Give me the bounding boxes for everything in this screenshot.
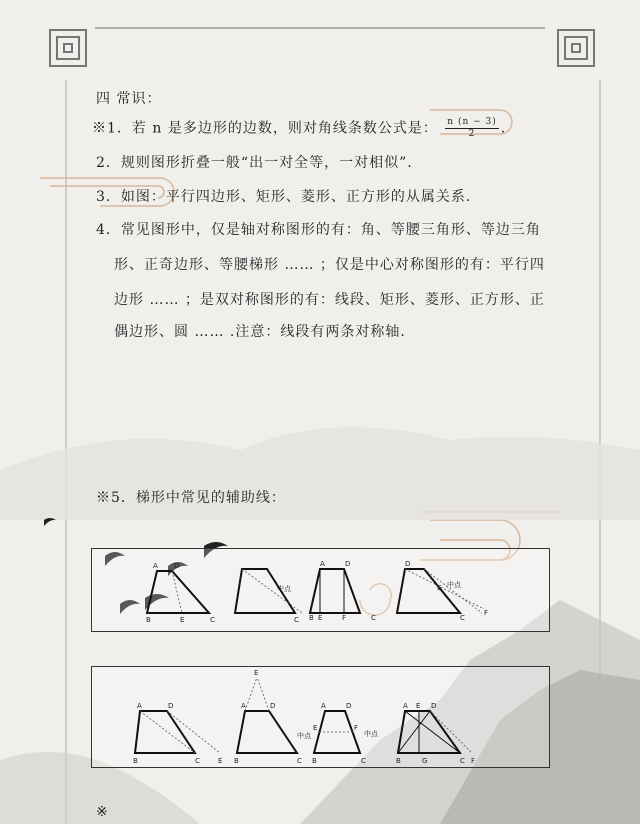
svg-text:B: B <box>396 757 401 765</box>
trapezoid-fig-extend-legs <box>234 669 302 765</box>
svg-text:中点: 中点 <box>364 730 378 738</box>
formula-numerator: n (n − 3) <box>447 117 497 127</box>
item-5: ※5．梯形中常见的辅助线： <box>96 490 286 506</box>
svg-text:D: D <box>270 702 276 710</box>
svg-text:D: D <box>168 702 174 710</box>
section-heading: 四 常识： <box>96 91 162 107</box>
svg-text:中点: 中点 <box>447 581 461 589</box>
svg-text:D: D <box>346 702 352 710</box>
trapezoid-figures-row-2 <box>92 667 549 767</box>
svg-text:A: A <box>320 560 325 568</box>
trapezoid-fig-heights <box>309 560 376 622</box>
svg-text:A: A <box>241 702 246 710</box>
formula-denominator: 2 <box>468 129 476 139</box>
svg-text:D: D <box>345 560 351 568</box>
item-4-line-3: 边形 …… ；是双对称图形的有：线段、矩形、菱形、正方形、正 <box>114 292 545 308</box>
svg-text:A: A <box>403 702 408 710</box>
corner-ornament-left <box>50 30 86 66</box>
item-4-line-2: 形、正奇边形、等腰梯形 …… ；仅是中心对称图形的有：平行四 <box>114 257 545 273</box>
svg-text:C: C <box>210 616 215 624</box>
svg-text:中点: 中点 <box>297 732 311 740</box>
svg-text:D: D <box>405 560 411 568</box>
svg-text:F: F <box>484 609 489 617</box>
svg-text:B: B <box>234 757 239 765</box>
figure-box-1 <box>91 548 550 632</box>
item-4-line-4: 偶边形、圆 …… .注意：线段有两条对称轴. <box>114 324 406 340</box>
svg-text:C: C <box>460 757 465 765</box>
svg-text:D: D <box>174 562 180 570</box>
svg-text:E: E <box>437 584 442 592</box>
svg-text:B: B <box>309 614 314 622</box>
svg-text:F: F <box>354 724 359 732</box>
trapezoid-fig-extend <box>397 560 488 622</box>
svg-text:C: C <box>297 757 302 765</box>
svg-text:C: C <box>361 757 366 765</box>
item-3: 3．如图：平行四边形、矩形、菱形、正方形的从属关系. <box>96 189 472 205</box>
svg-text:C: C <box>195 757 200 765</box>
svg-text:F: F <box>342 614 347 622</box>
svg-text:G: G <box>422 757 428 765</box>
svg-text:E: E <box>218 757 223 765</box>
svg-text:E: E <box>313 724 318 732</box>
diagonal-formula <box>445 117 498 140</box>
item-2: 2．规则图形折叠一般“出一对全等，一对相似”. <box>96 155 413 171</box>
svg-text:D: D <box>431 702 437 710</box>
svg-text:B: B <box>312 757 317 765</box>
trapezoid-fig-midpoint <box>235 569 302 624</box>
svg-text:C: C <box>294 616 299 624</box>
bottom-reference-mark: ※ <box>96 804 109 820</box>
trapezoid-figures-row-1 <box>92 549 549 631</box>
svg-text:A: A <box>153 562 158 570</box>
trapezoid-fig-midline <box>297 702 379 765</box>
svg-text:B: B <box>133 757 138 765</box>
item-1 <box>92 117 506 140</box>
svg-text:E: E <box>254 669 259 677</box>
svg-text:E: E <box>318 614 323 622</box>
figure-box-2 <box>91 666 550 768</box>
corner-ornament-right <box>558 30 594 66</box>
svg-text:C: C <box>371 614 376 622</box>
svg-text:C: C <box>460 614 465 622</box>
svg-text:A: A <box>321 702 326 710</box>
trapezoid-fig-translate-leg <box>146 562 215 624</box>
trapezoid-fig-diagonals <box>396 702 475 765</box>
svg-text:中点: 中点 <box>277 585 291 593</box>
trapezoid-fig-translate-diagonal <box>133 702 222 765</box>
svg-text:E: E <box>416 702 421 710</box>
item-4-line-1: 4．常见图形中，仅是轴对称图形的有：角、等腰三角形、等边三角 <box>96 222 541 238</box>
item-1-text: ※1．若 n 是多边形的边数，则对角线条数公式是： <box>92 120 438 137</box>
svg-text:E: E <box>180 616 185 624</box>
svg-text:A: A <box>137 702 142 710</box>
svg-text:F: F <box>471 757 476 765</box>
svg-text:B: B <box>146 616 151 624</box>
item-1-suffix: . <box>500 120 507 137</box>
